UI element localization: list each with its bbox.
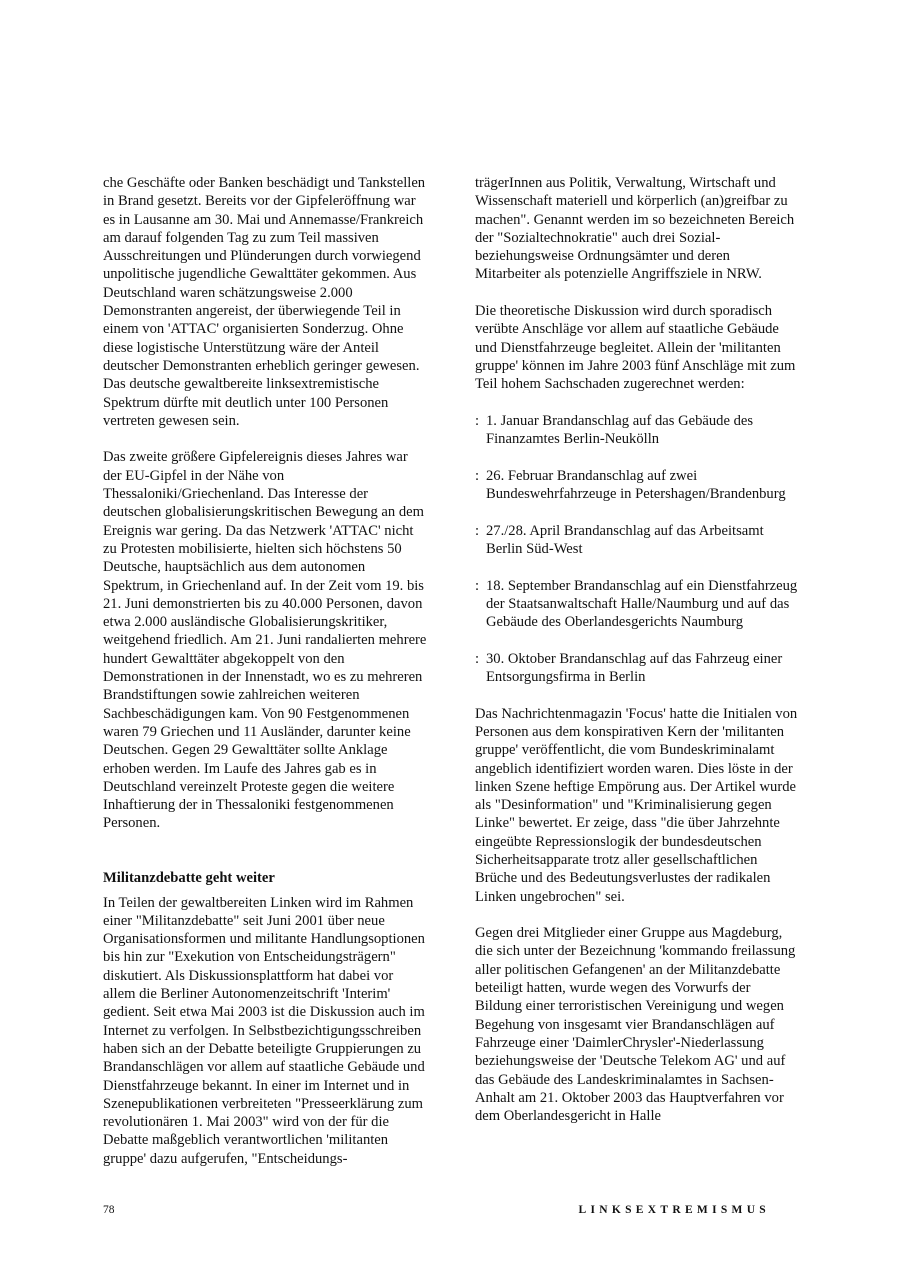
bullet-marker: : (475, 577, 480, 594)
right-column (475, 174, 799, 1125)
list-item (475, 412, 799, 449)
paragraph: Das Nachrichtenmagazin 'Focus' hatte die Initialen von Personen aus dem konspirativen Kern der 'militanten gruppe' veröffentlicht, die vom Bundeskriminalamt angeblich identifiziert worden waren. Dies löste in der linken Szene heftige Empörung aus. Der Artikel wurde als "Desinformation" und "Kriminalisierung gegen Linke" bewertet. Er zeige, dass "die über Jahrzehnte eingeübte Repressionslogik der bundesdeutschen Sicherheitsapparate trotz aller gesellschaftlichen Brüche und des Bedeutungsverlustes der radikalen Linken ungebrochen" sei. (475, 705, 798, 905)
page-number: 78 (103, 1204, 115, 1216)
list-item (475, 650, 799, 687)
list-item-text: 27./28. April Brandanschlag auf das Arbeitsamt Berlin Süd-West (486, 522, 764, 557)
paragraph: In Teilen der gewaltbereiten Linken wird im Rahmen einer "Militanzdebatte" seit Juni 2001 über neue Organisationsformen und militante Handlungsoptionen bis hin zur "Exekution von Entscheidungsträgern" diskutiert. Als Diskussionsplattform hat dabei vor allem die Berliner Autonomenzeitschrift 'Interim' gedient. Seit etwa Mai 2003 ist die Diskussion auch im Internet zu verfolgen. In Selbstbezichtigungsschreiben haben sich an der Debatte beteiligte Gruppierungen zu Brandanschlägen vor allem auf staatliche Gebäude und Dienstfahrzeuge bekannt. In einer im Internet und in Szenepublikationen verbreiteten "Presseerklärung zum revolutionären 1. Mai 2003" wird von der für die Debatte maßgeblich verantwortlichen 'militanten gruppe' dazu aufgerufen, "Entscheidungs- (103, 894, 425, 1167)
bullet-marker: : (475, 650, 480, 667)
list-item (475, 467, 799, 504)
list-item-text: 18. September Brandanschlag auf ein Dienstfahrzeug der Staatsanwaltschaft Halle/Naumburg und auf das Gebäude des Oberlandesgerichts Naumburg (486, 577, 798, 631)
bullet-marker: : (475, 412, 480, 429)
bullet-marker: : (475, 467, 480, 484)
paragraph: trägerInnen aus Politik, Verwaltung, Wirtschaft und Wissenschaft materiell und körperlich (an)greifbar zu machen". Genannt werden im so bezeichneten Bereich der "Sozialtechnokratie" auch drei Sozial- beziehungsweise Ordnungsämter und deren Mitarbeiter als potenzielle Angriffsziele in NRW. (475, 175, 795, 283)
bullet-marker: : (475, 522, 480, 539)
paragraph: Das zweite größere Gipfelereignis dieses Jahres war der EU-Gipfel in der Nähe von Thessaloniki/Griechenland. Das Interesse der deutschen globalisierungskritischen Bewegung an dem Ereignis war gering. Da das Netzwerk 'ATTAC' nicht zu Protesten mobilisierte, hielten sich höchstens 50 Deutsche, hauptsächlich aus dem autonomen Spektrum, in Griechenland auf. In der Zeit vom 19. bis 21. Juni demonstrierten bis zu 40.000 Personen, davon etwa 2.000 ausländische Globalisierungskritiker, weitgehend friedlich. Am 21. Juni randalierten mehrere hundert Gewalttäter abgekoppelt von den Demonstrationen in der Innenstadt, wo es zu mehreren Brandstiftungen sowie zahlreichen weiteren Sachbeschädigungen kam. Von 90 Festgenommenen waren 79 Griechen und 11 Ausländer, darunter keine Deutschen. Gegen 29 Gewalttäter sollte Anklage erhoben werden. Im Laufe des Jahres gab es in Deutschland vereinzelt Proteste gegen die weitere Inhaftierung der in Thessaloniki festgenommenen Personen. (103, 449, 427, 832)
paragraph: Gegen drei Mitglieder einer Gruppe aus Magdeburg, die sich unter der Bezeichnung 'kommando freilassung aller politischen Gefangenen' an der Militanzdebatte beteiligt hatten, wurde wegen des Vorwurfs der Bildung einer terroristischen Vereinigung und wegen Begehung von insgesamt vier Brandanschlägen auf Fahrzeuge einer 'DaimlerChrysler'-Niederlassung beziehungsweise der 'Deutsche Telekom AG' und auf das Gebäude des Landeskriminalamtes in Sachsen-Anhalt am 21. Oktober 2003 das Hauptverfahren vor dem Oberlandesgericht in Halle (475, 925, 796, 1125)
paragraph: Die theoretische Diskussion wird durch sporadisch verübte Anschläge vor allem auf staatliche Gebäude und Dienstfahrzeuge begleitet. Allein der 'militanten gruppe' können im Jahre 2003 fünf Anschläge mit zum Teil hohem Sachschaden zugerechnet werden: (475, 303, 796, 393)
list-item-text: 30. Oktober Brandanschlag auf das Fahrzeug einer Entsorgungsfirma in Berlin (486, 650, 783, 686)
paragraph: che Geschäfte oder Banken beschädigt und Tankstellen in Brand gesetzt. Bereits vor der Gipfeleröffnung war es in Lausanne am 30. Mai und Annemasse/Frankreich am darauf folgenden Tag zu zum Teil massiven Ausschreitungen und Plünderungen durch vorwiegend unpolitische jugendliche Gewalttäter gekommen. Aus Deutschland waren schätzungsweise 2.000 Demonstranten angereist, der überwiegende Teil in einem von 'ATTAC' organisierten Sonderzug. Ohne diese logistische Unterstützung wäre der Anteil deutscher Demonstranten erheblich geringer gewesen. Das deutsche gewaltbereite linksextremistische Spektrum dürfte mit deutlich unter 100 Personen vertreten gewesen sein. (103, 175, 426, 429)
list-item (475, 577, 799, 632)
left-column (103, 174, 427, 1168)
list-item-text: 1. Januar Brandanschlag auf das Gebäude des Finanzamtes Berlin-Neukölln (486, 412, 754, 448)
section-title: LINKSEXTREMISMUS (578, 1204, 770, 1216)
list-item (475, 522, 799, 559)
section-heading: Militanzdebatte geht weiter (103, 870, 275, 887)
list-item-text: 26. Februar Brandanschlag auf zwei Bundeswehrfahrzeuge in Petershagen/Brandenburg (486, 467, 786, 503)
